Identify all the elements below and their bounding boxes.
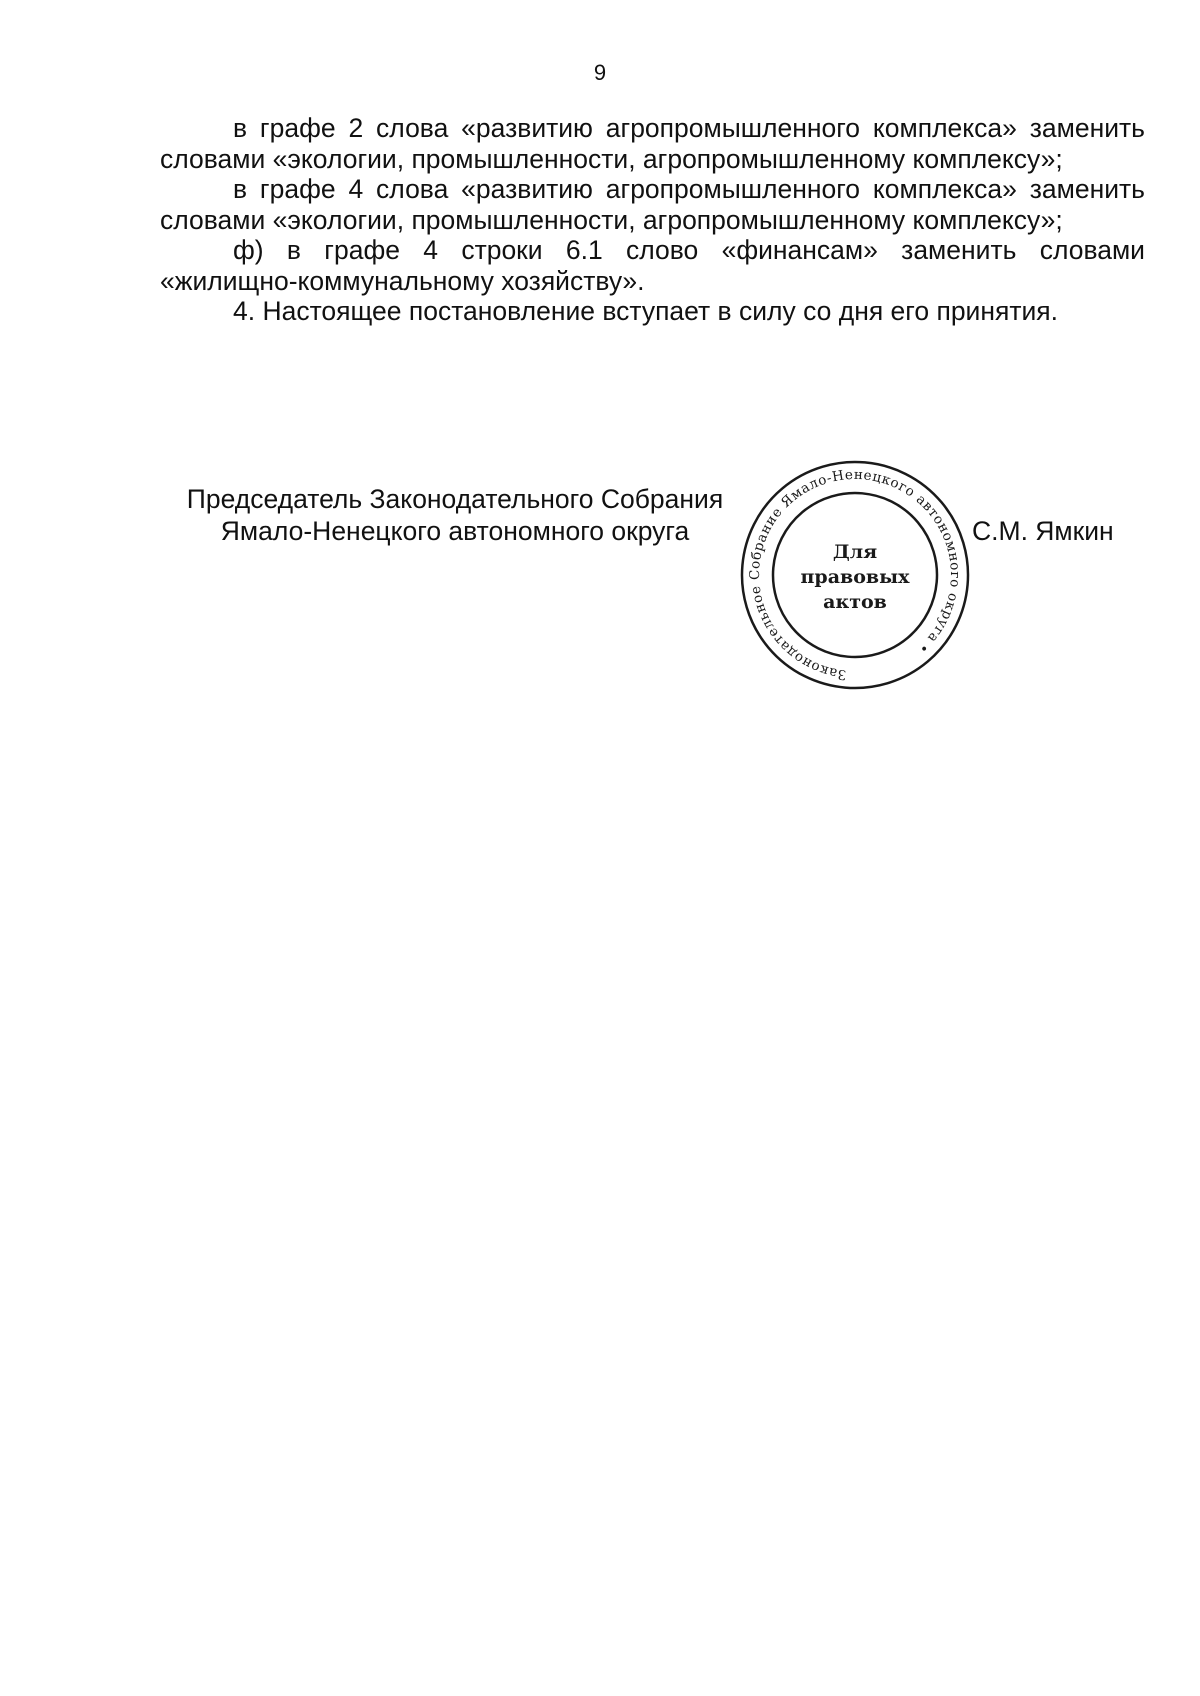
seal-stamp-icon: [735, 455, 975, 695]
seal-ring-text: Законодательное Собрание Ямало-Ненецкого автономного округа •: [746, 466, 964, 683]
seal-center-line-3: актов: [823, 591, 887, 613]
paragraph-item-f: ф) в графе 4 строки 6.1 слово «финансам» заменить словами «жилищно-коммунальному хозяйству».: [160, 235, 1145, 296]
paragraph-column-4: в графе 4 слова «развитию агропромышленного комплекса» заменить словами «экологии, промышленности, агропромышленному комплексу»;: [160, 174, 1145, 235]
signature-position: [160, 483, 750, 547]
signature-position-line-2: Ямало-Ненецкого автономного округа: [220, 516, 690, 546]
document-body: [160, 113, 1145, 327]
signature-position-line-1: Председатель Законодательного Собрания: [186, 484, 724, 514]
official-seal: [735, 455, 975, 695]
paragraph-item-4: 4. Настоящее постановление вступает в силу со дня его принятия.: [233, 296, 1058, 326]
seal-center-line-1: Для: [832, 541, 878, 563]
seal-center-line-2: правовых: [800, 566, 910, 588]
page-number: 9: [593, 60, 607, 85]
paragraph-column-2: в графе 2 слова «развитию агропромышленного комплекса» заменить словами «экологии, промышленности, агропромышленному комплексу»;: [160, 113, 1145, 174]
signer-name: С.М. Ямкин: [972, 516, 1114, 546]
